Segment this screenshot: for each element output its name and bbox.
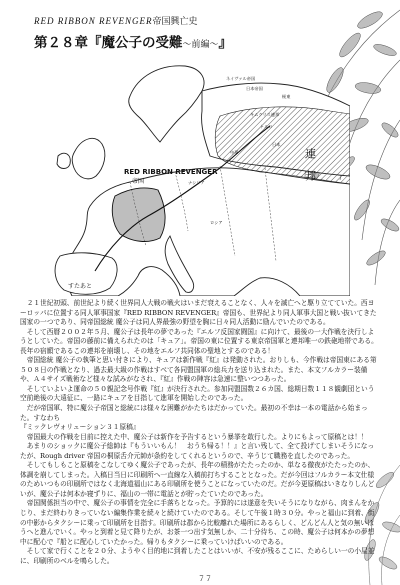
page-number: ７７ (198, 575, 212, 583)
map-label-8: ロシア (210, 220, 223, 225)
paragraph: ２１世紀初頭、前世紀より続く世界同人大戦の戦火はいまだ衰えることなく、人々を滅亡へと駆り立てていた。西ヨーロッパに位置する同人軍事国家『RED RIBBON REVENGER』帝国も、世界紀より同人軍事大国と戦い抜いてきた国家の一つであり、同帝国総統 魔公子は同人界最強の野望を胸に日々同人活動に励んでいたのである。 (20, 299, 377, 327)
map-label-3: キムクリス連邦 (250, 112, 280, 117)
paragraph: そして家で行くことを２０分、ようやく目的地に到着したことはいいが、不安が残るここに、ためらしい一の小屋並に、印刷所のベルを鳴らした。 (20, 547, 375, 565)
chapter-title-end: 』 (218, 35, 233, 51)
paragraph: あまりのショックに魔公子総帥は『もういいもん！ おうち帰る！！』と言い残して、全て投げてしまいそうになったが、Rough driver 帝国の桐原舌介元帥が条約をしてくれるというので、辛うじて職務を直したのであった。 (20, 442, 375, 460)
federation-label: 連 邦 (303, 148, 317, 181)
empire-territory (112, 188, 165, 241)
page-header (34, 14, 274, 51)
map-label-4: トルコ (260, 124, 273, 129)
empire-label: 帝国 (132, 178, 145, 185)
europe-map (20, 56, 350, 296)
chapter-title (34, 31, 274, 51)
map-label-0: ネイヴァル帝国 (226, 76, 256, 81)
series-title (34, 14, 274, 27)
map-label-6: 中華 (230, 150, 239, 155)
map-label-1: 日本帝国 (246, 86, 263, 91)
paragraph: そしていよいよ運命の５０親記念号作戦『紅』が決行された。参加同盟国数２６カ国、総期日数１１８観劇団という空前絶後の大遠征に、一路にキュアを目指して進軍を開始したのであった。 (20, 384, 375, 403)
series-title-cn: 帝国興亡史 (152, 16, 198, 26)
map-label-2: 極東 (282, 94, 291, 99)
paragraph: そして西暦２００２年５月、魔公子は長年の夢であった『エルフ反国家闘国』に向けて、最後の一大作戦を決行しようとしていた。帝国の藤前に備えられたのは「キュア」。帝国の東に位置する東京帝国軍と連邦唯一の鉄砲地帯である。長年の宿願であるこの連邦を崩壊し、その地をエルフ共同体の聖地とするのである！ (20, 327, 378, 355)
chapter-title-main: 第２８章『魔公子の受難 (34, 35, 183, 51)
paragraph: 帝国関係担当の中で、魔公子の事情を完全に手落ちとなった。予算的には遂意を失いそうになりながら、肉まんをかじり、まだ終わりきっていない編集作業を続々と続けていたのである。そして午後１時３０分。やっと福山に到着、街の中影からタクシーに乗って印刷所を目指す。印刷所は郡から比較離れた場所にあるらしく、どんどん人と気の無いほうへと進んでいく。やっと到着と見て降りたが、お茶一つ出す気無しか、二十分待ち、この時、魔公子は何本かの夢想中に配心で『船とに配心していたかった。帰りもタクシーに乗っていけばいいのである。 (20, 499, 375, 546)
article-body (20, 299, 378, 566)
paragraph: だが帝国軍、特に魔公子帝国と総統には様々な困難がかたちはだかっていた。最初の不幸は一本の電話から始まった。すなわち (20, 404, 368, 422)
series-title-en: RED RIBBON REVENGER (34, 16, 153, 26)
map-label-5: 日本 (272, 142, 281, 147)
paragraph: そしてもしもこと原稿をこなしてゆく魔公子であったが、長年の積務がたたったのか、単なる徹夜がたたったのか、体調を崩してしまった。入稿日当日に印刷所へ一直線な入稿前打ちすることとなった。だが今回はフルカラー本文仕様のためいつもの印刷所ではなく北海道福山にある印刷所を使うことになっていたのだ。だが今更原稿はいきなりしんどいが、魔公子は何本か寝ずりに、福山の一帯に電話とが貯ったていたのであった。 (20, 461, 375, 498)
paragraph: 『ミックレヴォリューション３１原稿』 (20, 423, 140, 432)
map-label-7: ナシリア (188, 180, 205, 185)
chapter-title-sub: ～前編～ (182, 40, 219, 50)
paragraph: 帝国最大の作戦を目前に控えた中、魔公子は新作を予告するという暴挙を敢行した。よりにもよって原稿とは！！ (26, 432, 368, 441)
empire-name-label: RED RIBBON REVENGER (124, 168, 218, 176)
start-label: すたあと (68, 283, 93, 290)
paragraph: 帝国総統 魔公子の執筆と思い付きにより、キュアは新作戦『紅』は発動された。おりしも、今作戦は帝国東にある第５０８日の作戦となり、過去最大級の作戦はすべて各同盟国軍の総兵力を送り込まれた。また、本文フルカラー装備や、Ａ４サイズ戦術など様々な試みがなされ、『紅』作戦の陣容は急速に整いつつあった。 (20, 356, 377, 384)
